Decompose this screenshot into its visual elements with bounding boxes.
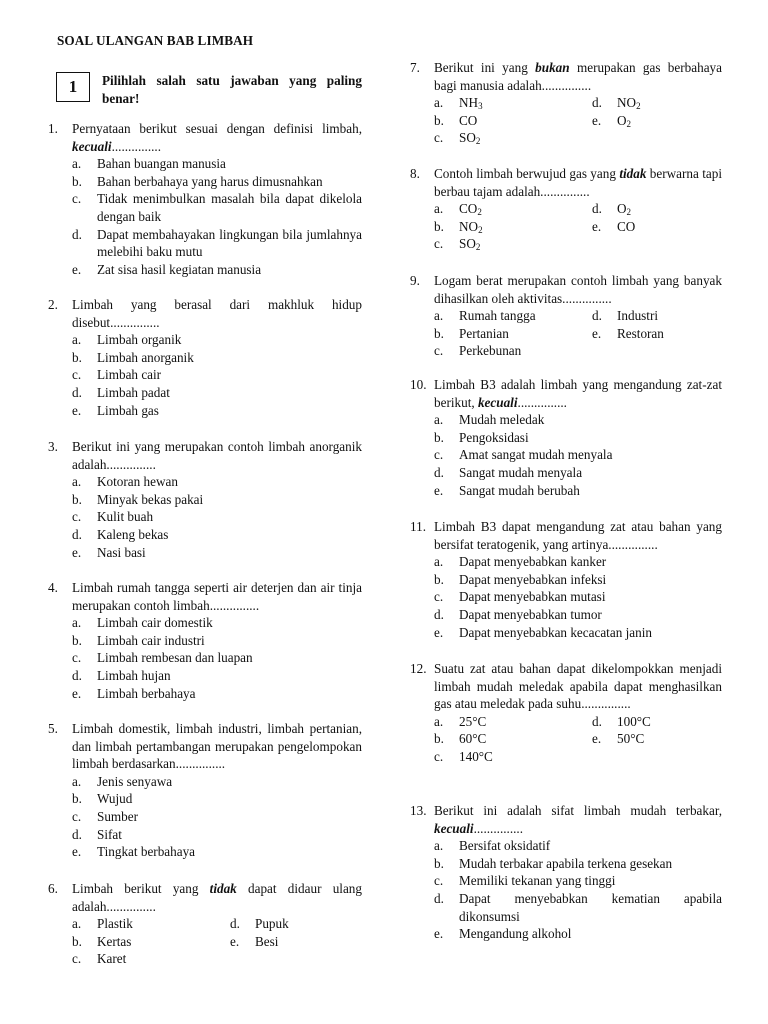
option-text: Limbah organik xyxy=(97,332,182,348)
question-text xyxy=(434,272,722,307)
option-text: Sumber xyxy=(97,808,139,824)
option-letter: b. xyxy=(434,429,444,445)
question-9 xyxy=(410,272,722,360)
answer-options xyxy=(434,200,722,253)
question-text-part: Limbah rumah tangga seperti air deterjen dan air tinja merupakan contoh limbah............... xyxy=(72,580,362,613)
question-number: 6. xyxy=(48,881,58,896)
answer-option xyxy=(72,915,230,933)
answer-option xyxy=(72,632,362,650)
option-text: Wujud xyxy=(97,791,133,807)
question-number: 10. xyxy=(410,377,427,392)
option-text: Bersifat oksidatif xyxy=(459,838,551,854)
question-number: 13. xyxy=(410,803,427,818)
answer-options xyxy=(72,614,362,702)
option-letter: c. xyxy=(434,236,444,252)
option-text: Limbah gas xyxy=(97,402,159,418)
option-letter: c. xyxy=(72,808,82,824)
emphasis: kecuali xyxy=(72,138,112,154)
answer-option xyxy=(72,473,362,491)
question-text xyxy=(434,376,722,411)
question-text-part: Suatu zat atau bahan dapat dikelompokkan menjadi limbah mudah meledak apabila dapat menghasilkan gas atau meledak pada suhu............... xyxy=(434,661,722,712)
option-letter: e. xyxy=(72,844,82,860)
answer-option xyxy=(434,200,592,218)
answer-option xyxy=(592,218,722,236)
answer-options xyxy=(72,915,362,968)
question-text xyxy=(434,518,722,553)
instruction-text: Pilihlah salah satu jawaban yang paling benar! xyxy=(102,73,362,106)
question-text-part: Limbah domestik, limbah industri, limbah pertanian, dan limbah pertambangan merupakan pengelompokan limbah berdasarkan............... xyxy=(72,721,362,772)
option-letter: b. xyxy=(72,491,82,507)
option-text: Amat sangat mudah menyala xyxy=(459,447,613,463)
answer-option xyxy=(72,933,230,951)
option-text: Industri xyxy=(617,308,659,324)
option-letter: d. xyxy=(72,384,82,400)
emphasis: kecuali xyxy=(434,820,474,836)
answer-option xyxy=(434,855,722,873)
answer-option xyxy=(434,890,722,925)
option-text: Rumah tangga xyxy=(459,308,536,324)
answer-option xyxy=(592,94,722,112)
page-title: SOAL ULANGAN BAB LIMBAH xyxy=(57,33,254,48)
option-letter: d. xyxy=(230,916,240,932)
option-letter: a. xyxy=(434,412,444,428)
question-stem xyxy=(410,660,722,713)
answer-option xyxy=(72,649,362,667)
answer-option xyxy=(434,325,592,343)
question-number: 7. xyxy=(410,60,420,75)
option-text: Kotoran hewan xyxy=(97,474,178,490)
answer-option xyxy=(592,200,722,218)
option-letter: a. xyxy=(434,838,444,854)
option-text: Besi xyxy=(255,933,279,949)
answer-option xyxy=(434,837,722,855)
answer-option xyxy=(592,713,722,731)
answer-option xyxy=(434,748,592,766)
question-6 xyxy=(48,880,362,968)
answer-option xyxy=(72,508,362,526)
option-letter: a. xyxy=(72,615,82,631)
question-stem xyxy=(410,518,722,553)
answer-options xyxy=(434,307,722,360)
section-number-box: 1 xyxy=(56,72,90,102)
answer-options xyxy=(434,411,722,499)
option-letter: d. xyxy=(592,95,602,111)
question-stem xyxy=(48,296,362,331)
option-letter: c. xyxy=(434,748,444,764)
answer-option xyxy=(72,685,362,703)
answer-option xyxy=(72,790,362,808)
option-text: Dapat menyebabkan tumor xyxy=(459,606,602,622)
option-text: Tidak menimbulkan masalah bila dapat dikelola dengan baik xyxy=(97,191,362,224)
option-text: $SO_2$ xyxy=(459,130,481,147)
option-letter: d. xyxy=(592,713,602,729)
question-stem xyxy=(48,120,362,155)
answer-option xyxy=(434,606,722,624)
option-text: Karet xyxy=(97,951,127,967)
question-text-part: Berikut ini yang merupakan contoh limbah anorganik adalah............... xyxy=(72,439,362,472)
option-letter: a. xyxy=(72,332,82,348)
answer-option xyxy=(72,808,362,826)
answer-option xyxy=(592,325,722,343)
option-letter: a. xyxy=(434,308,444,324)
question-text-part: ............... xyxy=(473,820,524,836)
answer-option xyxy=(434,730,592,748)
option-text: 140°C xyxy=(459,748,493,764)
option-letter: e. xyxy=(434,926,444,942)
option-text: CO xyxy=(459,112,478,128)
option-letter: c. xyxy=(72,650,82,666)
option-letter: c. xyxy=(434,447,444,463)
option-letter: b. xyxy=(72,349,82,365)
option-text: Minyak bekas pakai xyxy=(97,491,204,507)
question-text xyxy=(434,660,722,713)
answer-option xyxy=(72,950,230,968)
option-text: Pupuk xyxy=(255,916,289,932)
option-letter: b. xyxy=(72,173,82,189)
option-text: $NO_2$ xyxy=(617,95,641,112)
option-letter: c. xyxy=(72,951,82,967)
question-2 xyxy=(48,296,362,419)
answer-options xyxy=(434,713,722,766)
question-text xyxy=(72,579,362,614)
question-text-part: Limbah B3 adalah limbah yang mengandung zat-zat berikut, xyxy=(434,377,722,410)
option-text: Dapat menyebabkan kecacatan janin xyxy=(459,624,652,640)
answer-option xyxy=(72,226,362,261)
option-text: $O_2$ xyxy=(617,112,632,129)
option-letter: e. xyxy=(72,685,82,701)
emphasis: tidak xyxy=(619,166,647,181)
option-text: $NO_2$ xyxy=(459,218,483,235)
answer-option xyxy=(434,411,722,429)
option-letter: c. xyxy=(434,343,444,359)
option-text: Bahan berbahaya yang harus dimusnahkan xyxy=(97,173,323,189)
answer-option xyxy=(434,129,592,147)
question-text xyxy=(72,720,362,773)
option-letter: b. xyxy=(434,112,444,128)
option-letter: a. xyxy=(72,773,82,789)
option-text: Limbah anorganik xyxy=(97,349,194,365)
answer-option xyxy=(72,526,362,544)
option-text: Restoran xyxy=(617,325,664,341)
answer-option xyxy=(434,429,722,447)
answer-option xyxy=(434,482,722,500)
question-text xyxy=(434,165,722,200)
question-10 xyxy=(410,376,722,499)
question-stem xyxy=(410,165,722,200)
question-text xyxy=(72,120,362,155)
option-letter: a. xyxy=(72,156,82,172)
option-text: Limbah cair domestik xyxy=(97,615,213,631)
option-letter: e. xyxy=(434,624,444,640)
option-letter: e. xyxy=(72,544,82,560)
question-11 xyxy=(410,518,722,641)
option-text: Mudah terbakar apabila terkena gesekan xyxy=(459,855,673,871)
question-text-part: Limbah B3 dapat mengandung zat atau bahan yang bersifat teratogenik, yang artinya............... xyxy=(434,519,722,552)
option-text: $SO_2$ xyxy=(459,236,481,253)
question-text-part: dapat didaur ulang adalah............... xyxy=(72,881,362,914)
answer-option xyxy=(434,218,592,236)
option-text: $NH_3$ xyxy=(459,95,483,112)
option-text: Kaleng bekas xyxy=(97,526,169,542)
option-letter: c. xyxy=(72,509,82,525)
question-number: 8. xyxy=(410,166,420,181)
option-text: Kulit buah xyxy=(97,509,154,525)
answer-option xyxy=(592,112,722,130)
option-text: Plastik xyxy=(97,916,133,932)
option-text: Memiliki tekanan yang tinggi xyxy=(459,873,616,889)
question-12 xyxy=(410,660,722,766)
answer-option xyxy=(434,307,592,325)
option-text: Sangat mudah berubah xyxy=(459,482,580,498)
answer-option xyxy=(72,773,362,791)
question-text-part: ............... xyxy=(111,138,162,154)
option-text: Tingkat berbahaya xyxy=(97,844,196,860)
answer-option xyxy=(434,624,722,642)
option-letter: d. xyxy=(434,464,444,480)
question-5 xyxy=(48,720,362,861)
option-text: Sangat mudah menyala xyxy=(459,464,583,480)
option-letter: d. xyxy=(72,226,82,242)
answer-options xyxy=(72,473,362,561)
option-letter: d. xyxy=(72,667,82,683)
question-number: 5. xyxy=(48,721,58,736)
question-text xyxy=(434,802,722,837)
question-number: 3. xyxy=(48,439,58,454)
answer-option xyxy=(72,614,362,632)
answer-option xyxy=(434,94,592,112)
option-text: Pengoksidasi xyxy=(459,429,529,445)
question-stem xyxy=(48,880,362,915)
answer-option xyxy=(434,112,592,130)
question-4 xyxy=(48,579,362,702)
option-letter: a. xyxy=(434,95,444,111)
question-text-part: Logam berat merupakan contoh limbah yang banyak dihasilkan oleh aktivitas............... xyxy=(434,273,722,306)
answer-option xyxy=(230,933,362,951)
answer-options xyxy=(434,94,722,147)
answer-options xyxy=(434,837,722,943)
answer-option xyxy=(72,384,362,402)
answer-options xyxy=(434,553,722,641)
option-text: $O_2$ xyxy=(617,201,632,218)
option-letter: d. xyxy=(592,308,602,324)
option-letter: b. xyxy=(434,731,444,747)
question-text-part: ............... xyxy=(517,394,567,410)
option-text: 50°C xyxy=(617,731,645,747)
question-text xyxy=(72,880,362,915)
option-letter: e. xyxy=(592,112,602,128)
option-letter: e. xyxy=(72,261,82,277)
option-text: Limbah berbahaya xyxy=(97,685,196,701)
answer-option xyxy=(72,667,362,685)
option-text: Limbah padat xyxy=(97,384,170,400)
question-stem xyxy=(410,272,722,307)
question-text-part: Pernyataan berikut sesuai dengan definisi limbah, xyxy=(72,121,362,136)
question-stem xyxy=(48,579,362,614)
question-number: 2. xyxy=(48,297,58,312)
question-stem xyxy=(410,376,722,411)
question-text-part: Berikut ini adalah sifat limbah mudah terbakar, xyxy=(434,803,722,818)
option-text: CO xyxy=(617,218,636,234)
option-letter: a. xyxy=(434,201,444,217)
option-letter: d. xyxy=(434,890,444,906)
question-stem xyxy=(410,802,722,837)
option-letter: b. xyxy=(434,218,444,234)
option-letter: b. xyxy=(72,632,82,648)
option-letter: b. xyxy=(434,325,444,341)
question-1 xyxy=(48,120,362,278)
option-text: Limbah cair xyxy=(97,367,162,383)
option-text: 25°C xyxy=(459,713,487,729)
answer-option xyxy=(72,349,362,367)
answer-option xyxy=(434,925,722,943)
option-letter: c. xyxy=(434,130,444,146)
question-number: 4. xyxy=(48,580,58,595)
answer-option xyxy=(592,730,722,748)
answer-option xyxy=(434,713,592,731)
option-text: Dapat menyebabkan mutasi xyxy=(459,589,606,605)
option-text: Limbah cair industri xyxy=(97,632,205,648)
option-text: Zat sisa hasil kegiatan manusia xyxy=(97,261,262,277)
answer-option xyxy=(592,307,722,325)
option-text: Limbah hujan xyxy=(97,667,171,683)
option-letter: a. xyxy=(72,474,82,490)
option-letter: e. xyxy=(230,933,240,949)
option-letter: e. xyxy=(434,482,444,498)
question-text-part: Berikut ini yang xyxy=(434,60,536,75)
question-number: 1. xyxy=(48,121,58,136)
answer-option xyxy=(72,826,362,844)
answer-option xyxy=(434,872,722,890)
question-stem xyxy=(48,720,362,773)
option-letter: e. xyxy=(72,402,82,418)
option-letter: a. xyxy=(434,713,444,729)
answer-option xyxy=(72,155,362,173)
option-letter: e. xyxy=(592,218,602,234)
question-number: 12. xyxy=(410,661,427,676)
answer-options xyxy=(72,773,362,861)
answer-option xyxy=(72,402,362,420)
answer-options xyxy=(72,155,362,278)
option-text: Pertanian xyxy=(459,325,509,341)
option-text: Dapat membahayakan lingkungan bila jumlahnya melebihi baku mutu xyxy=(97,226,362,260)
option-letter: d. xyxy=(434,606,444,622)
question-text-part: berwarna tapi berbau tajam adalah............... xyxy=(434,166,722,199)
emphasis: tidak xyxy=(209,881,237,896)
option-letter: a. xyxy=(434,554,444,570)
option-letter: a. xyxy=(72,916,82,932)
option-text: 60°C xyxy=(459,731,487,747)
answer-option xyxy=(72,173,362,191)
answer-option xyxy=(434,553,722,571)
option-letter: b. xyxy=(72,933,82,949)
option-text: Mudah meledak xyxy=(459,412,545,428)
question-13 xyxy=(410,802,722,943)
answer-option xyxy=(72,331,362,349)
option-text: Mengandung alkohol xyxy=(459,926,572,942)
answer-option xyxy=(72,544,362,562)
option-letter: b. xyxy=(434,571,444,587)
option-text: 100°C xyxy=(617,713,651,729)
question-text-part: merupakan gas berbahaya bagi manusia adalah............... xyxy=(434,60,722,93)
option-text: Sifat xyxy=(97,826,122,842)
answer-option xyxy=(434,464,722,482)
option-text: Jenis senyawa xyxy=(97,773,173,789)
option-letter: b. xyxy=(434,855,444,871)
answer-option xyxy=(72,843,362,861)
question-text xyxy=(72,296,362,331)
answer-options xyxy=(72,331,362,419)
question-number: 9. xyxy=(410,273,420,288)
option-letter: d. xyxy=(72,826,82,842)
option-text: Perkebunan xyxy=(459,343,522,359)
question-7 xyxy=(410,59,722,147)
question-3 xyxy=(48,438,362,561)
answer-option xyxy=(72,261,362,279)
question-text-part: Limbah berikut yang xyxy=(72,881,210,896)
option-text: Dapat menyebabkan kematian apabila dikonsumsi xyxy=(459,890,722,924)
question-text-part: Contoh limbah berwujud gas yang xyxy=(434,166,620,181)
question-text-part: Limbah yang berasal dari makhluk hidup disebut............... xyxy=(72,297,362,330)
option-text: Limbah rembesan dan luapan xyxy=(97,650,253,666)
option-letter: c. xyxy=(72,191,82,207)
answer-option xyxy=(434,235,592,253)
option-text: Bahan buangan manusia xyxy=(97,156,226,172)
option-text: Dapat menyebabkan kanker xyxy=(459,554,607,570)
option-letter: d. xyxy=(72,526,82,542)
option-letter: e. xyxy=(592,325,602,341)
option-letter: c. xyxy=(434,873,444,889)
answer-option xyxy=(230,915,362,933)
answer-option xyxy=(434,446,722,464)
option-text: Kertas xyxy=(97,933,132,949)
question-stem xyxy=(48,438,362,473)
option-letter: c. xyxy=(72,367,82,383)
option-text: $CO_2$ xyxy=(459,201,482,218)
question-text xyxy=(434,59,722,94)
question-8 xyxy=(410,165,722,253)
question-text xyxy=(72,438,362,473)
answer-option xyxy=(434,571,722,589)
option-text: Nasi basi xyxy=(97,544,146,560)
answer-option xyxy=(72,491,362,509)
option-letter: e. xyxy=(592,731,602,747)
answer-option xyxy=(434,342,592,360)
answer-option xyxy=(72,366,362,384)
question-stem xyxy=(410,59,722,94)
option-letter: d. xyxy=(592,201,602,217)
answer-option xyxy=(72,190,362,225)
emphasis: bukan xyxy=(535,60,570,75)
emphasis: kecuali xyxy=(477,394,518,410)
option-text: Dapat menyebabkan infeksi xyxy=(459,571,607,587)
question-number: 11. xyxy=(410,519,426,534)
option-letter: c. xyxy=(434,589,444,605)
option-letter: b. xyxy=(72,791,82,807)
answer-option xyxy=(434,588,722,606)
